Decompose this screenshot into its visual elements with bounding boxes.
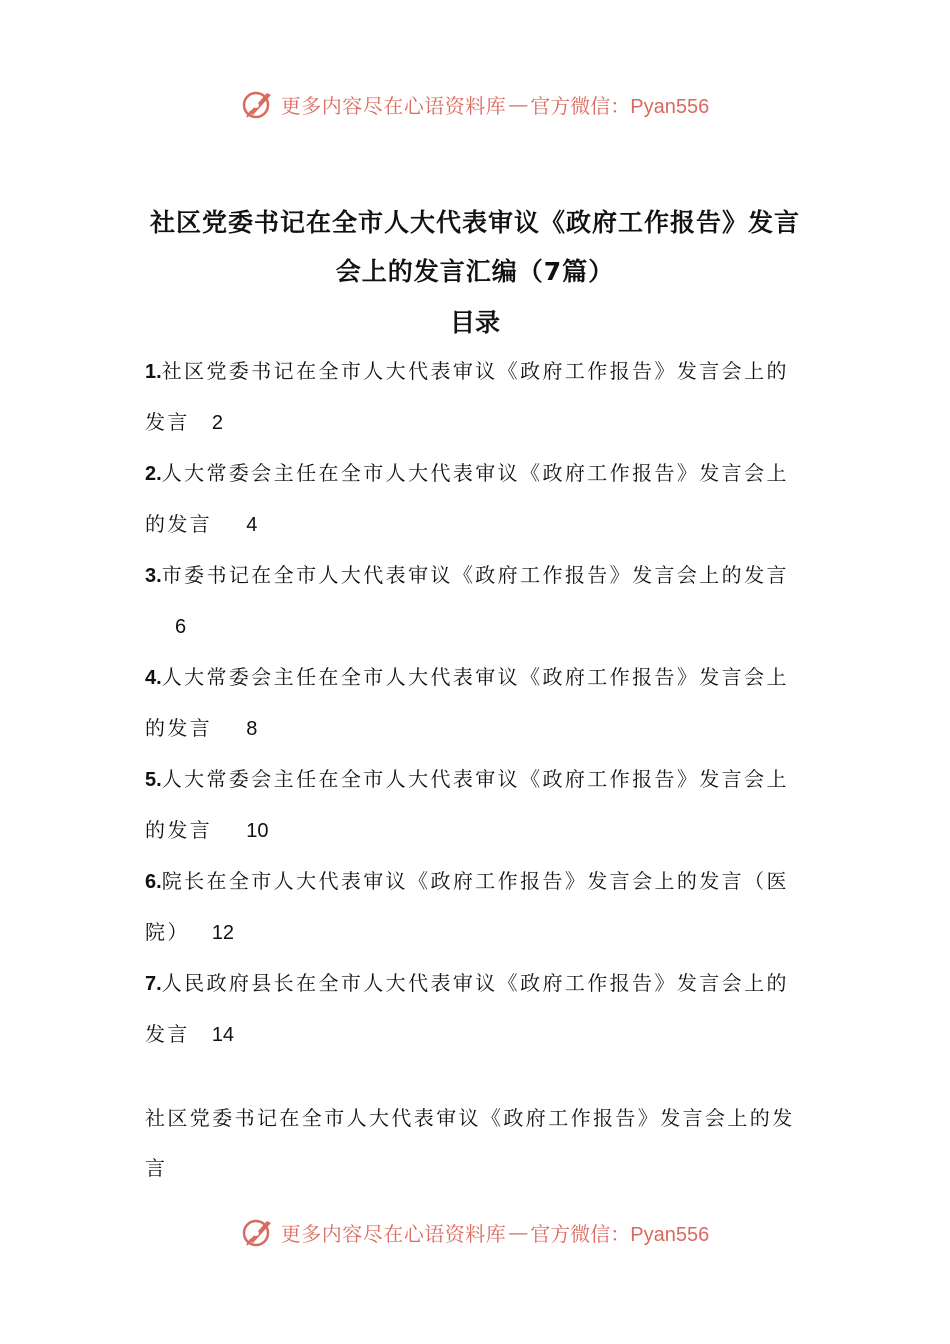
section-heading-line2: 言 <box>145 1156 168 1180</box>
toc-entry-7[interactable] <box>145 958 810 1060</box>
document-title-line1: 社区党委书记在全市人大代表审议《政府工作报告》发言 <box>149 208 800 237</box>
toc-text-cont: 院） <box>145 920 190 944</box>
toc-text-cont: 的发言 <box>145 716 213 740</box>
table-of-contents <box>145 346 810 1060</box>
toc-text-cont: 发言 <box>145 410 190 434</box>
toc-text: 人大常委会主任在全市人大代表审议《政府工作报告》发言会上 <box>161 767 789 791</box>
toc-entry-2[interactable] <box>145 448 810 550</box>
watermark-banner-bottom <box>0 1212 950 1252</box>
toc-number: 7. <box>145 973 162 995</box>
toc-number: 2. <box>145 463 162 485</box>
pen-nib-logo-icon <box>241 87 275 121</box>
toc-number: 5. <box>145 769 162 791</box>
toc-entry-4[interactable] <box>145 652 810 754</box>
toc-number: 3. <box>145 565 162 587</box>
wechat-id: Pyan556 <box>630 95 710 118</box>
toc-text: 市委书记在全市人大代表审议《政府工作报告》发言会上的发言 <box>161 563 789 587</box>
toc-entry-6[interactable] <box>145 856 810 958</box>
toc-text: 人大常委会主任在全市人大代表审议《政府工作报告》发言会上 <box>161 461 789 485</box>
watermark-wechat <box>530 1218 709 1247</box>
wechat-label: 官方微信： <box>530 1221 631 1246</box>
wechat-label: 官方微信： <box>530 93 631 118</box>
toc-entry-1[interactable] <box>145 346 810 448</box>
section-heading <box>145 1093 810 1193</box>
watermark-text: 更多内容尽在心语资料库 <box>280 1221 507 1246</box>
watermark-dash: — <box>508 92 529 116</box>
watermark-text: 更多内容尽在心语资料库 <box>280 93 507 118</box>
toc-page-number: 12 <box>211 922 235 944</box>
pen-nib-logo-icon <box>241 1215 275 1249</box>
toc-text: 社区党委书记在全市人大代表审议《政府工作报告》发言会上的 <box>161 359 789 383</box>
toc-page-number: 14 <box>211 1024 235 1046</box>
toc-heading: 目录 <box>449 308 500 337</box>
toc-text-cont: 的发言 <box>145 818 213 842</box>
watermark-dash: — <box>508 1220 529 1244</box>
toc-page-number: 8 <box>246 718 258 740</box>
toc-entry-5[interactable] <box>145 754 810 856</box>
toc-entry-3[interactable] <box>145 550 810 652</box>
section-heading-line1: 社区党委书记在全市人大代表审议《政府工作报告》发言会上的发 <box>145 1106 795 1130</box>
toc-text-cont: 的发言 <box>145 512 213 536</box>
watermark-banner-top <box>0 84 950 124</box>
toc-text: 院长在全市人大代表审议《政府工作报告》发言会上的发言（医 <box>161 869 789 893</box>
watermark-wechat <box>530 90 709 119</box>
toc-page-number: 4 <box>246 514 258 536</box>
toc-text: 人民政府县长在全市人大代表审议《政府工作报告》发言会上的 <box>161 971 789 995</box>
toc-page-number: 2 <box>211 412 223 434</box>
document-title-line2: 会上的发言汇编（7篇） <box>335 257 615 286</box>
toc-text: 人大常委会主任在全市人大代表审议《政府工作报告》发言会上 <box>161 665 789 689</box>
toc-number: 4. <box>145 667 162 689</box>
toc-text-cont: 发言 <box>145 1022 190 1046</box>
toc-number: 6. <box>145 871 162 893</box>
toc-page-number: 6 <box>175 616 187 638</box>
toc-page-number: 10 <box>246 820 269 842</box>
toc-number: 1. <box>145 361 162 383</box>
wechat-id: Pyan556 <box>630 1223 710 1246</box>
